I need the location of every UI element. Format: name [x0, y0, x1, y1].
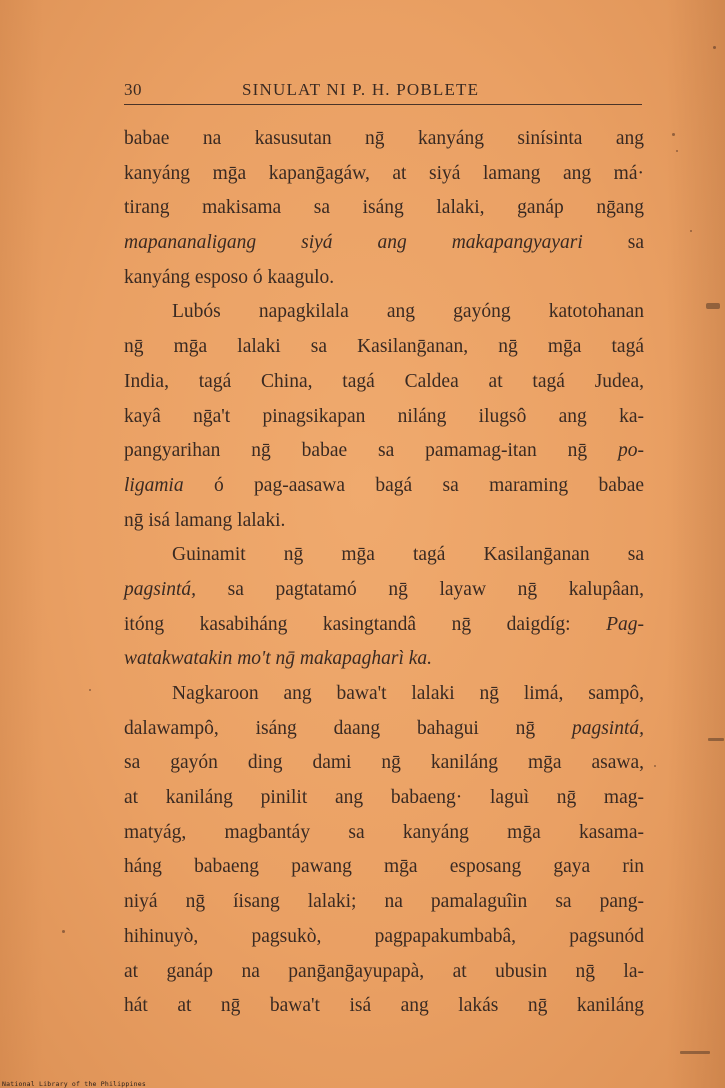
text-line [124, 955, 644, 990]
paper-speck [62, 930, 65, 933]
text-segment: niyá nḡ íisang lalaki; na pamalaguîin sa pang- [124, 891, 644, 913]
paper-speck [690, 230, 692, 232]
text-segment: nḡ mḡa lalaki sa Kasilanḡanan, nḡ mḡa tagá [124, 336, 644, 358]
text-line [124, 400, 644, 435]
text-segment: háng babaeng pawang mḡa esposang gaya rin [124, 856, 644, 878]
body-text [124, 122, 644, 1024]
text-segment: hihinuyò, pagsukò, pagpapakumbabâ, pagsunód [124, 925, 644, 947]
italic-text: mapananaligang siyá ang makapangyayari [124, 232, 583, 254]
page-number: 30 [124, 80, 142, 99]
page-edge-mark [708, 738, 724, 741]
paper-speck [713, 46, 716, 49]
italic-text: Pag- [606, 613, 644, 635]
text-line [124, 295, 644, 330]
page-edge-mark [680, 1051, 710, 1054]
text-line [124, 608, 644, 643]
text-line [124, 191, 644, 226]
text-segment: dalawampô, isáng daang bahagui nḡ [124, 717, 572, 739]
text-segment: Guinamit nḡ mḡa tagá Kasilanḡanan sa [172, 544, 644, 566]
page-header [124, 78, 642, 105]
text-line [124, 850, 644, 885]
text-line [124, 434, 644, 469]
text-line [124, 157, 644, 192]
paper-speck [672, 133, 675, 136]
italic-text: watakwatakin mo't nḡ makapagharì ka. [124, 648, 433, 670]
italic-text: pagsintá, [571, 717, 644, 739]
text-line [124, 538, 644, 573]
running-head: SINULAT NI P. H. POBLETE [242, 80, 480, 99]
paper-speck [676, 150, 678, 152]
text-segment: ó pag-aasawa bagá sa maraming babae [183, 474, 644, 496]
text-line [124, 989, 644, 1024]
italic-text: po- [618, 440, 644, 462]
text-segment: hát at nḡ bawa't isá ang lakás nḡ kaniláng [124, 995, 644, 1017]
text-segment: at ganáp na panḡanḡayupapà, at ubusin nḡ la- [124, 960, 644, 982]
text-line [124, 746, 644, 781]
text-line [124, 781, 644, 816]
paper-speck [89, 689, 91, 691]
text-segment: sa gayón ding dami nḡ kaniláng mḡa asawa, [124, 752, 644, 774]
text-segment: nḡ isá lamang lalaki. [124, 509, 286, 531]
text-line [124, 712, 644, 747]
text-segment: matyág, magbantáy sa kanyáng mḡa kasama- [124, 821, 644, 843]
text-segment: sa [582, 232, 644, 254]
text-segment: kanyáng mḡa kapanḡagáw, at siyá lamang ang má· [124, 162, 644, 184]
library-credit: National Library of the Philippines [2, 1080, 146, 1088]
italic-text: ligamia [124, 474, 184, 496]
text-line [124, 261, 644, 296]
text-line [124, 365, 644, 400]
italic-text: pagsintá, [124, 578, 197, 600]
text-line [124, 469, 644, 504]
text-line [124, 504, 644, 539]
text-line [124, 642, 644, 677]
text-line [124, 226, 644, 261]
paper-speck [654, 765, 656, 767]
text-segment: India, tagá China, tagá Caldea at tagá Judea, [124, 370, 644, 392]
text-segment: Lubós napagkilala ang gayóng katotohanan [172, 301, 644, 323]
text-line [124, 677, 644, 712]
text-segment: kayâ nḡa't pinagsikapan niláng ilugsô ang ka- [124, 405, 644, 427]
text-segment: pangyarihan nḡ babae sa pamamag-itan nḡ [124, 440, 618, 462]
text-line [124, 920, 644, 955]
text-line [124, 330, 644, 365]
text-segment: at kaniláng pinilit ang babaeng· laguì nḡ mag- [124, 787, 644, 809]
text-segment: tirang makisama sa isáng lalaki, ganáp nḡang [124, 197, 644, 219]
text-segment: sa pagtatamó nḡ layaw nḡ kalupâan, [196, 578, 644, 600]
text-segment: kanyáng esposo ó kaagulo. [124, 266, 335, 288]
text-segment: babae na kasusutan nḡ kanyáng sinísinta ang [124, 128, 644, 149]
page-edge-mark [706, 303, 720, 309]
text-line [124, 122, 644, 157]
text-segment: Nagkaroon ang bawa't lalaki nḡ limá, sampô, [172, 683, 644, 704]
text-line [124, 573, 644, 608]
text-line [124, 885, 644, 920]
text-line [124, 816, 644, 851]
text-segment: itóng kasabiháng kasingtandâ nḡ daigdíg: [124, 613, 607, 635]
